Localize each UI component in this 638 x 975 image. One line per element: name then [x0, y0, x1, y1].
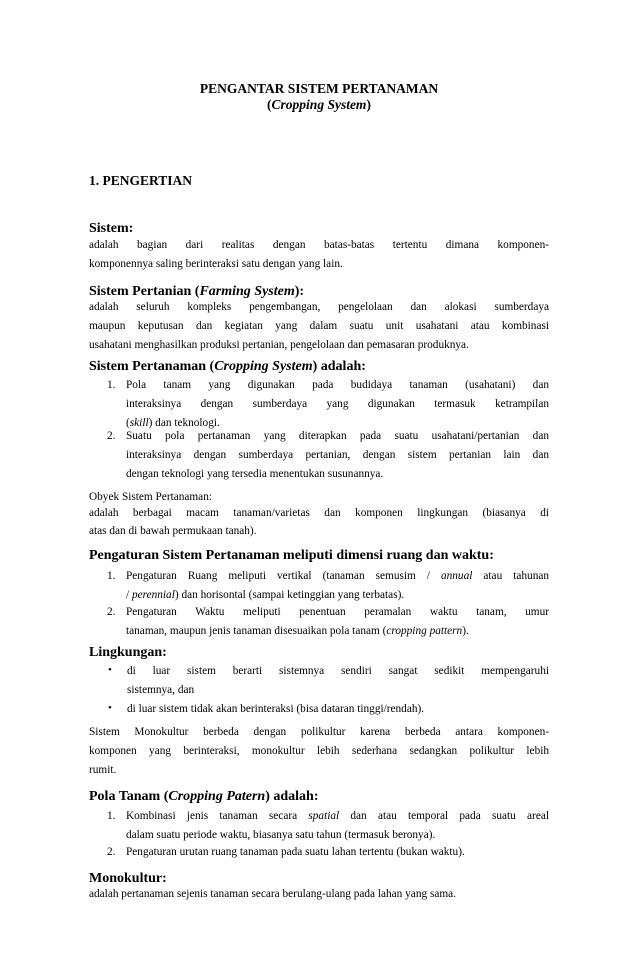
pola-item1-line-2: dalam suatu periode waktu, biasanya satu tahun (termasuk beronya).: [126, 829, 436, 841]
list-number: 2.: [107, 430, 116, 442]
lingkungan-b1-line-2: sistemnya, dan: [127, 684, 195, 696]
list-number: 1.: [107, 379, 116, 391]
pertanaman-item1-line-2: interaksinya dengan sumberdaya yang digunakan termasuk ketrampilan: [126, 398, 549, 410]
heading-monokultur: Monokultur:: [89, 871, 167, 886]
pengaturan-item2-line-1: Pengaturan Waktu meliputi penentuan peramalan waktu tanam, umur: [126, 606, 549, 618]
monokultur-para-line-1: Sistem Monokultur berbeda dengan polikultur karena berbeda antara komponen-: [89, 726, 549, 738]
sistem-line-2: komponennya saling berinteraksi satu dengan yang lain.: [89, 258, 343, 270]
document-title: PENGANTAR SISTEM PERTANAMAN: [199, 81, 439, 96]
obyek-line-3: atas dan di bawah permukaan tanah).: [89, 525, 257, 537]
heading-lingkungan: Lingkungan:: [89, 645, 167, 660]
heading-pengaturan: Pengaturan Sistem Pertanaman meliputi dimensi ruang dan waktu:: [89, 548, 494, 563]
lingkungan-b1-line-1: di luar sistem berarti sistemnya sendiri sangat sedikit mempengaruhi: [127, 665, 549, 677]
heading-sistem-pertanaman: Sistem Pertanaman (Cropping System) adalah:: [89, 359, 366, 374]
pertanian-line-1: adalah seluruh kompleks pengembangan, pengelolaan dan alokasi sumberdaya: [89, 301, 549, 313]
list-number: 2.: [107, 606, 116, 618]
pertanaman-item1-line-1: Pola tanam yang digunakan pada budidaya tanaman (usahatani) dan: [126, 379, 549, 391]
pertanian-line-2: maupun keputusan dan kegiatan yang dalam suatu unit usahatani atau kombinasi: [89, 320, 549, 332]
list-number: 1.: [107, 570, 116, 582]
heading-sistem-pertanian: Sistem Pertanian (Farming System):: [89, 284, 305, 299]
obyek-line-2: adalah berbagai macam tanaman/varietas dan komponen lingkungan (biasanya di: [89, 507, 549, 519]
bullet-icon: •: [108, 702, 112, 714]
document-subtitle: (Cropping System): [267, 97, 371, 112]
heading-pola-tanam: Pola Tanam (Cropping Patern) adalah:: [89, 789, 319, 804]
pertanaman-item1-line-3: (skill) dan teknologi.: [126, 417, 220, 429]
lingkungan-b2-line-1: di luar sistem tidak akan berinteraksi (bisa dataran tinggi/rendah).: [127, 703, 425, 715]
list-number: 2.: [107, 846, 116, 858]
pola-item1-line-1: Kombinasi jenis tanaman secara spatial dan atau temporal pada suatu areal: [126, 810, 549, 822]
heading-sistem: Sistem:: [89, 221, 134, 236]
sistem-line-1: adalah bagian dari realitas dengan batas-batas tertentu dimana komponen-: [89, 239, 549, 251]
monokultur-para-line-3: rumit.: [89, 764, 117, 776]
pola-item2-line-1: Pengaturan urutan ruang tanaman pada suatu lahan tertentu (bukan waktu).: [126, 846, 465, 858]
section-heading: 1. PENGERTIAN: [89, 173, 193, 188]
pertanaman-item2-line-3: dengan teknologi yang tersedia menentukan susunannya.: [126, 468, 384, 480]
pertanaman-item2-line-2: interaksinya dengan sumberdaya pertanian, dengan sistem pertanian lain dan: [126, 449, 549, 461]
obyek-line-1: Obyek Sistem Pertanaman:: [89, 491, 212, 503]
pengaturan-item1-line-1: Pengaturan Ruang meliputi vertikal (tanaman semusim / annual atau tahunan: [126, 570, 549, 582]
pengaturan-item1-line-2: / perennial) dan horisontal (sampai ketinggian yang terbatas).: [126, 589, 405, 601]
monokultur-line-1: adalah pertanaman sejenis tanaman secara berulang-ulang pada lahan yang sama.: [89, 888, 456, 900]
pertanaman-item2-line-1: Suatu pola pertanaman yang diterapkan pada suatu usahatani/pertanian dan: [126, 430, 549, 442]
list-number: 1.: [107, 810, 116, 822]
bullet-icon: •: [108, 664, 112, 676]
pertanian-line-3: usahatani menghasilkan produksi pertanian, pengelolaan dan pemasaran produknya.: [89, 339, 469, 351]
pengaturan-item2-line-2: tanaman, maupun jenis tanaman disesuaikan pola tanam (cropping pattern).: [126, 625, 469, 637]
monokultur-para-line-2: komponen yang berinteraksi, monokultur lebih sederhana sedangkan polikultur lebih: [89, 745, 549, 757]
